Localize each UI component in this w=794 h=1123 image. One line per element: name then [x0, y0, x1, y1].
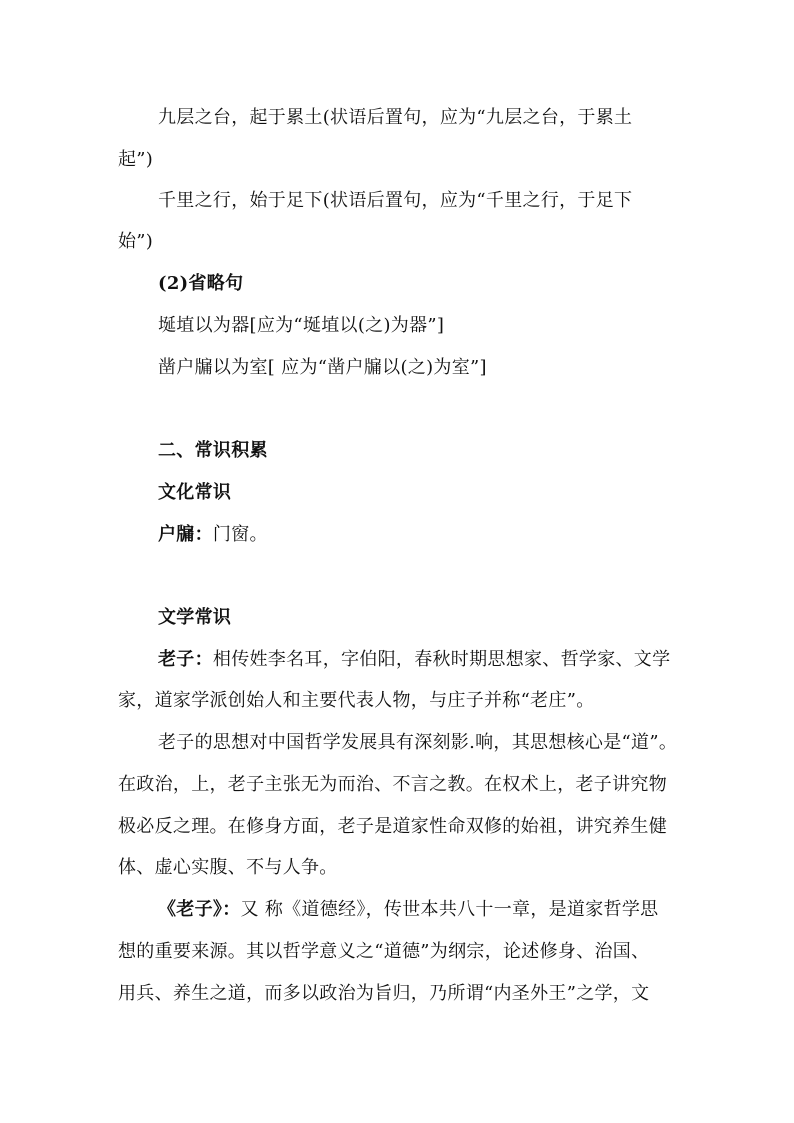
sentence-line-1-continued: 起”) — [118, 149, 154, 170]
book-entry-line-1 — [158, 898, 658, 922]
thought-line-2: 在政治，上，老子主张无为而治、不言之教。在权术上，老子讲究物 — [118, 774, 667, 795]
section-heading: 二、常识积累 — [158, 440, 268, 461]
laozi-definition-2: 家，道家学派创始人和主要代表人物，与庄子并称“老庄”。 — [118, 690, 595, 711]
laozi-definition-1: 相传姓李名耳，字伯阳，春秋时期思想家、哲学家、文学 — [212, 649, 671, 670]
omission-heading: (2)省略句 — [158, 273, 244, 294]
laozi-entry-line-1 — [158, 648, 670, 672]
huyou-entry — [158, 523, 268, 547]
thought-line-3: 极必反之理。在修身方面，老子是道家性命双修的始祖，讲究养生健 — [118, 816, 667, 837]
huyou-definition: 门窗。 — [212, 524, 268, 545]
omission-example-1: 埏埴以为器[应为“埏埴以(之)为器”] — [158, 315, 445, 336]
sentence-line-1: 九层之台，起于累土(状语后置句，应为“九层之台，于累土 — [158, 107, 633, 128]
laozi-term: 老子： — [158, 649, 213, 670]
thought-line-1: 老子的思想对中国哲学发展具有深刻影.响，其思想核心是“道”。 — [158, 732, 678, 753]
huyou-term: 户牖： — [158, 524, 213, 545]
sentence-line-2: 千里之行，始于足下(状语后置句，应为“千里之行，于足下 — [158, 190, 633, 211]
book-definition-1: 又 称《道德经》，传世本共八十一章，是道家哲学思 — [240, 899, 659, 920]
book-definition-3: 用兵、养生之道，而多以政治为旨归，乃所谓“内圣外王”之学，文 — [118, 983, 650, 1004]
book-term: 《老子》： — [158, 899, 241, 920]
culture-heading: 文化常识 — [158, 482, 232, 503]
literature-heading: 文学常识 — [158, 607, 232, 628]
sentence-line-2-continued: 始”) — [118, 231, 154, 252]
thought-line-4: 体、虚心实腹、不与人争。 — [118, 857, 338, 878]
omission-example-2: 凿户牖以为室[ 应为“凿户牖以(之)为室”] — [158, 357, 487, 378]
book-definition-2: 想的重要来源。其以哲学意义之“道德”为纲宗，论述修身、治国、 — [118, 941, 650, 962]
